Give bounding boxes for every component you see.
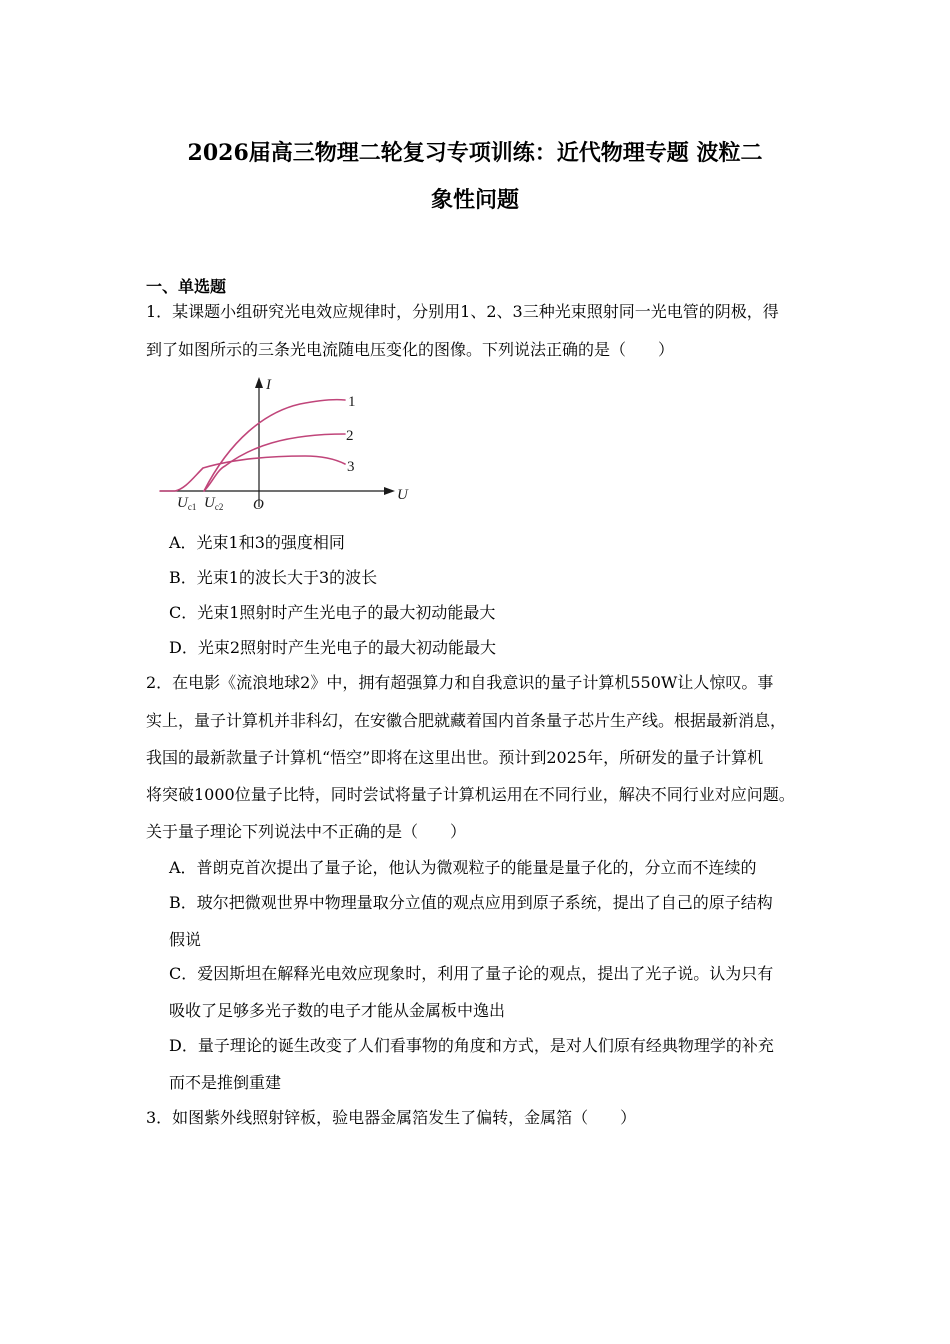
q1-stem-line1: 1．某课题小组研究光电效应规律时，分别用1、2、3三种光束照射同一光电管的阴极，得 <box>146 302 779 321</box>
uc1-label: $U_{c1}$ <box>177 495 197 512</box>
y-axis-arrow <box>255 377 263 388</box>
curve-label-1: 1 <box>348 394 356 410</box>
origin-label: O <box>253 497 264 513</box>
curve-3 <box>160 456 345 491</box>
q2-option-b-line2: 假说 <box>169 930 202 949</box>
q2-option-b-line1: B．玻尔把微观世界中物理量取分立值的观点应用到原子系统，提出了自己的原子结构 <box>169 893 773 912</box>
q1-option-d: D．光束2照射时产生光电子的最大初动能最大 <box>169 638 497 657</box>
curve-label-2: 2 <box>346 428 354 444</box>
q1-stem-line2: 到了如图所示的三条光电流随电压变化的图像。下列说法正确的是（ ） <box>146 340 675 359</box>
q1-option-b: B．光束1的波长大于3的波长 <box>169 568 378 587</box>
curve-1 <box>204 400 345 491</box>
q1-photocurrent-graph <box>155 372 415 517</box>
y-axis-label: I <box>266 377 271 393</box>
q2-option-c-line2: 吸收了足够多光子数的电子才能从金属板中逸出 <box>169 1001 506 1020</box>
q2-stem-line5: 关于量子理论下列说法中不正确的是（ ） <box>146 822 467 841</box>
q2-stem-line4: 将突破1000位量子比特，同时尝试将量子计算机运用在不同行业，解决不同行业对应问题。 <box>146 785 795 804</box>
uc2-subscript: c2 <box>214 502 224 512</box>
document-title-line1: 2026届高三物理二轮复习专项训练：近代物理专题 波粒二 <box>187 140 763 166</box>
q2-option-d-line1: D．量子理论的诞生改变了人们看事物的角度和方式，是对人们原有经典物理学的补充 <box>169 1036 774 1055</box>
uc1-subscript: c1 <box>187 502 197 512</box>
q1-option-a: A．光束1和3的强度相同 <box>169 533 345 552</box>
q2-option-d-line2: 而不是推倒重建 <box>169 1073 282 1092</box>
q2-stem-line3: 我国的最新款量子计算机“悟空”即将在这里出世。预计到2025年，所研发的量子计算机 <box>146 748 764 767</box>
x-axis-label: U <box>397 487 408 503</box>
curve-label-3: 3 <box>347 459 355 475</box>
x-axis-arrow <box>384 487 395 495</box>
q3-stem-line1: 3．如图紫外线照射锌板，验电器金属箔发生了偏转，金属箔（ ） <box>146 1108 637 1127</box>
section-heading: 一、单选题 <box>146 277 227 296</box>
document-title-line2: 象性问题 <box>430 187 519 213</box>
q1-option-c: C．光束1照射时产生光电子的最大初动能最大 <box>169 603 496 622</box>
q2-stem-line2: 实上，量子计算机并非科幻，在安徽合肥就藏着国内首条量子芯片生产线。根据最新消息， <box>146 711 787 730</box>
q2-stem-line1: 2．在电影《流浪地球2》中，拥有超强算力和自我意识的量子计算机550W让人惊叹。事 <box>146 673 774 692</box>
q2-option-c-line1: C．爱因斯坦在解释光电效应现象时，利用了量子论的观点，提出了光子说。认为只有 <box>169 964 774 983</box>
q2-option-a: A．普朗克首次提出了量子论，他认为微观粒子的能量是量子化的，分立而不连续的 <box>169 858 757 877</box>
uc2-label: $U_{c2}$ <box>204 495 224 512</box>
